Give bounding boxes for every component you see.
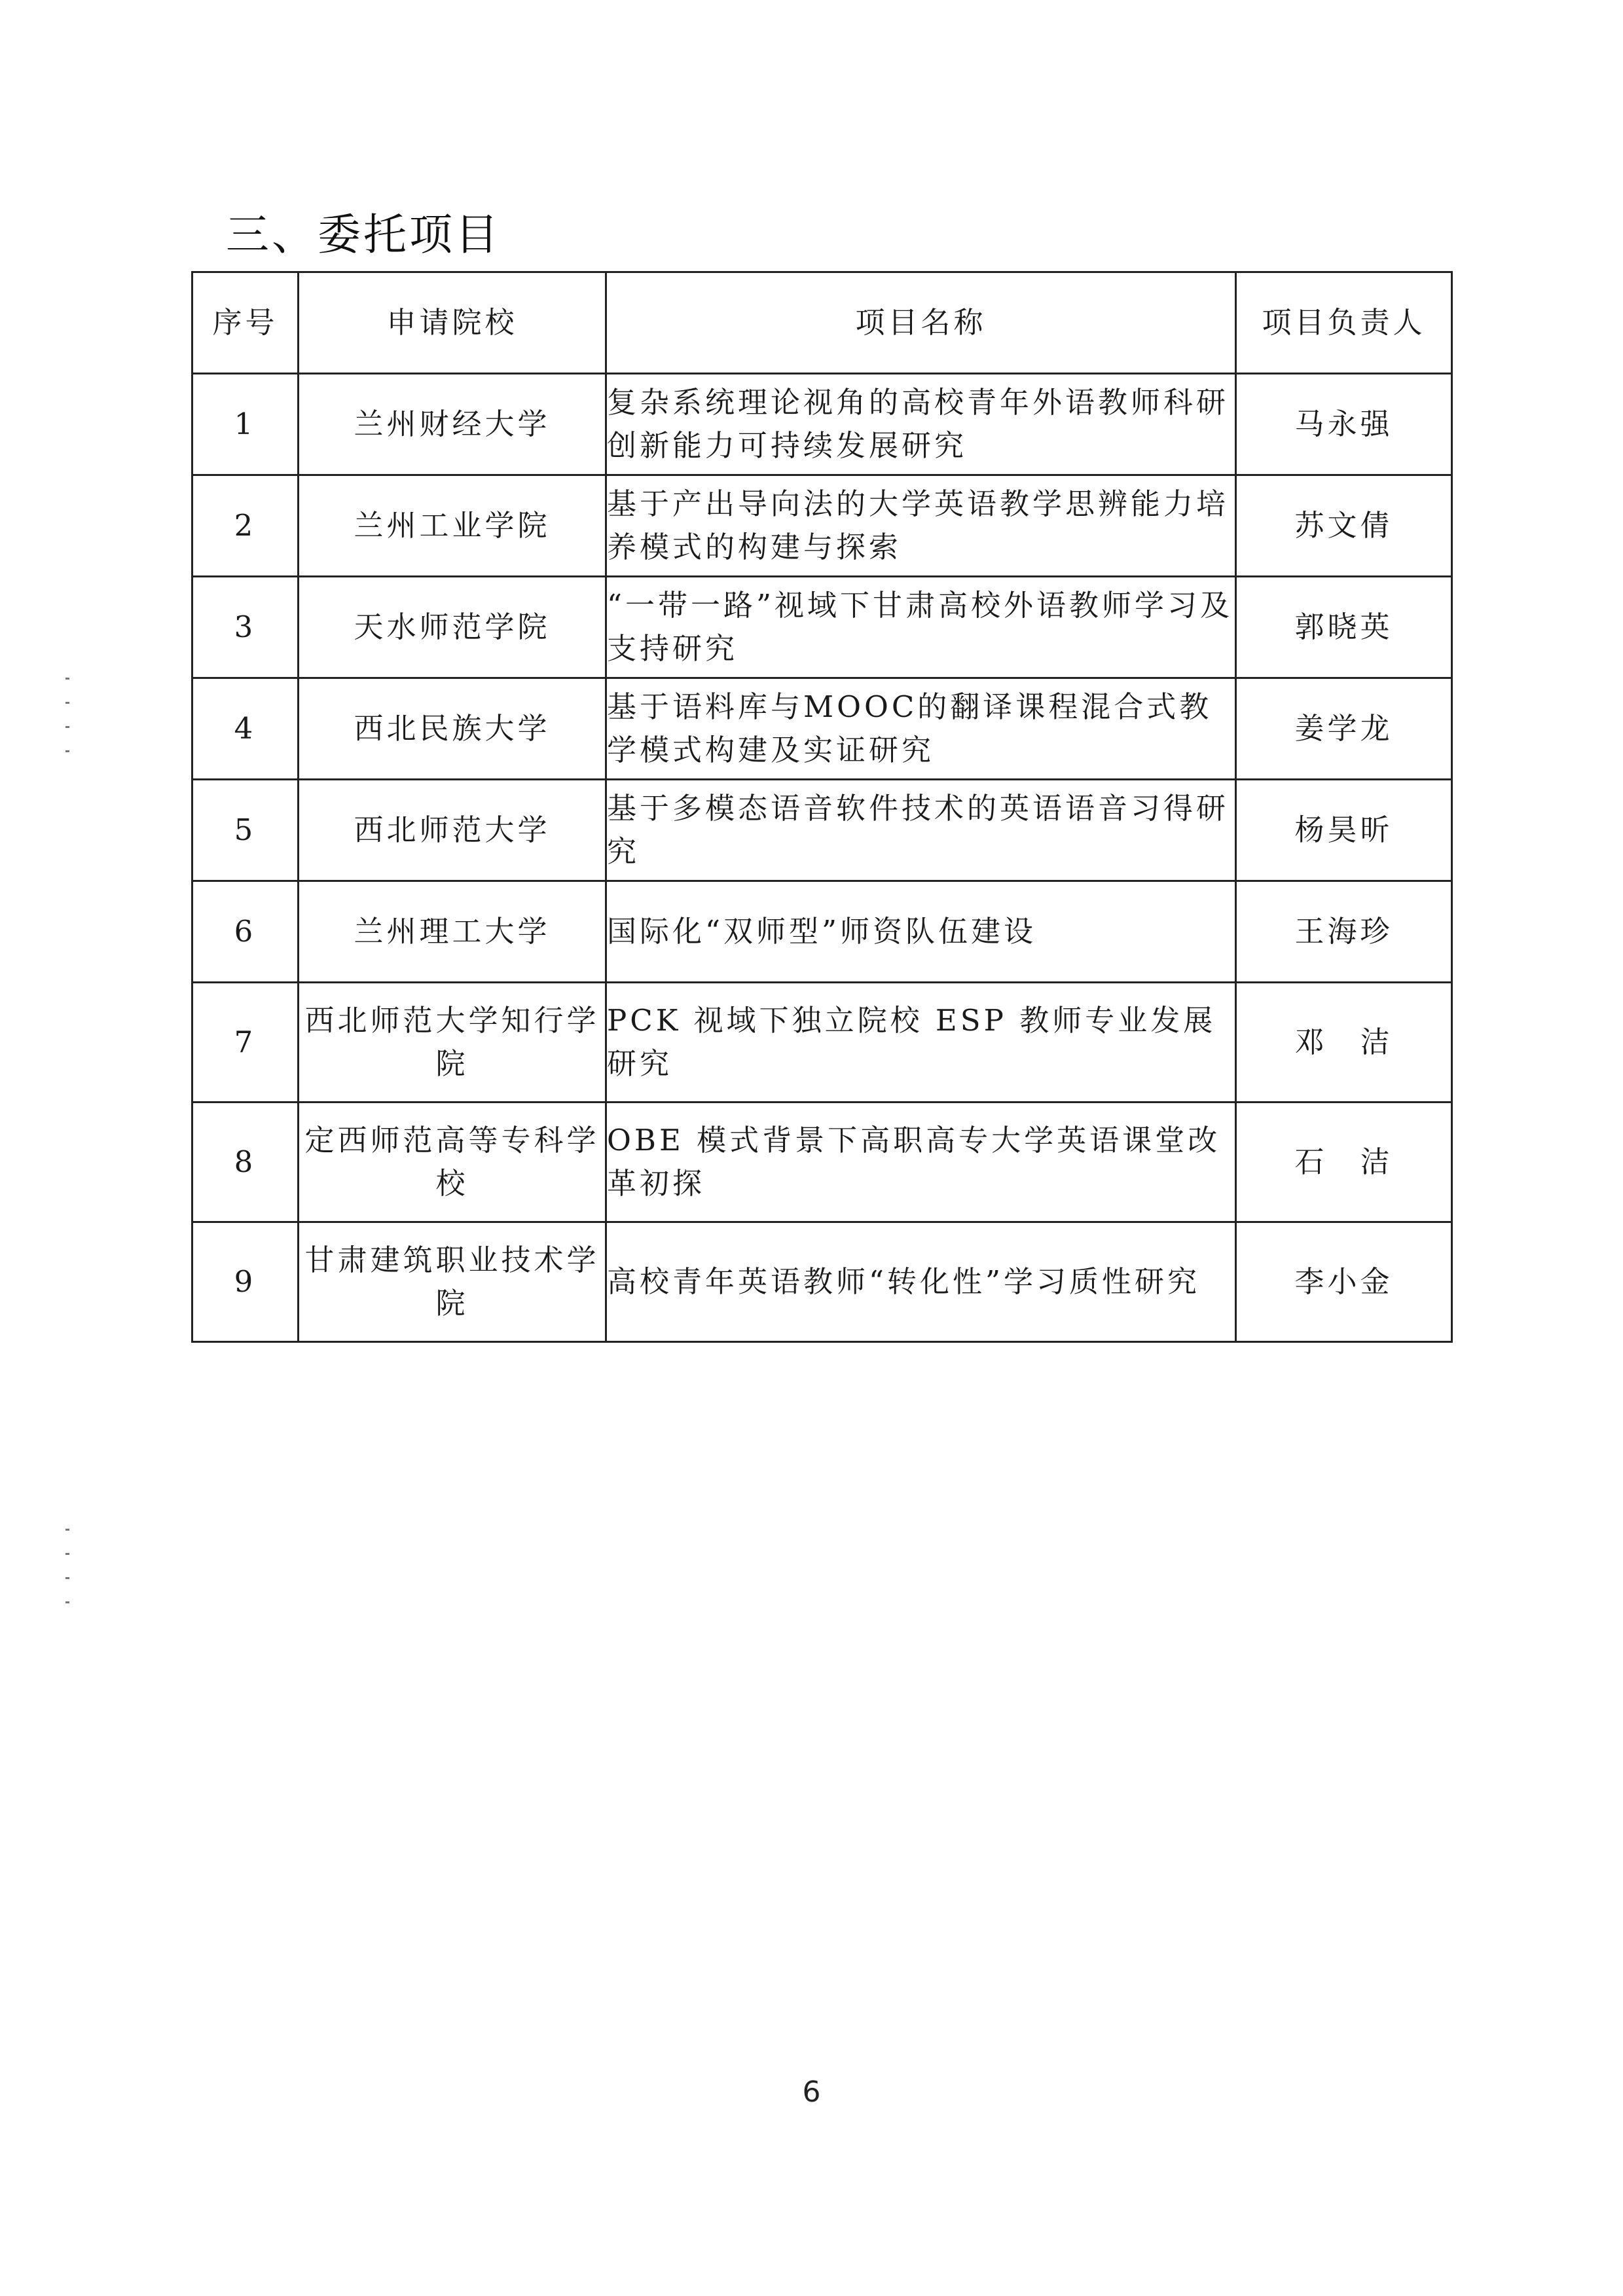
row-no: 1 (192, 374, 299, 475)
row-project-name: “一带一路”视域下甘肃高校外语教师学习及支持研究 (606, 577, 1236, 678)
row-no: 7 (192, 983, 299, 1102)
row-leader: 王海珍 (1236, 881, 1452, 983)
row-leader: 邓 洁 (1236, 983, 1452, 1102)
row-school: 甘肃建筑职业技术学院 (299, 1222, 606, 1342)
row-school: 西北民族大学 (299, 678, 606, 780)
row-school: 西北师范大学知行学院 (299, 983, 606, 1102)
section-title: 三、委托项目 (226, 210, 501, 260)
row-leader: 杨昊昕 (1236, 780, 1452, 881)
row-project-name: 基于产出导向法的大学英语教学思辨能力培养模式的构建与探索 (606, 475, 1236, 577)
binding-margin-marks (65, 678, 71, 774)
row-school: 兰州理工大学 (299, 881, 606, 983)
header-no: 序号 (192, 272, 299, 374)
row-school: 定西师范高等专科学校 (299, 1102, 606, 1222)
row-leader: 郭晓英 (1236, 577, 1452, 678)
row-project-name: 复杂系统理论视角的高校青年外语教师科研创新能力可持续发展研究 (606, 374, 1236, 475)
row-school: 兰州工业学院 (299, 475, 606, 577)
table-row (192, 577, 1452, 678)
row-project-name: OBE 模式背景下高职高专大学英语课堂改革初探 (606, 1102, 1236, 1222)
binding-margin-marks (65, 1529, 71, 1626)
header-leader: 项目负责人 (1236, 272, 1452, 374)
table-row (192, 881, 1452, 983)
table-row (192, 780, 1452, 881)
header-project-name: 项目名称 (606, 272, 1236, 374)
row-leader: 李小金 (1236, 1222, 1452, 1342)
row-no: 2 (192, 475, 299, 577)
row-leader: 马永强 (1236, 374, 1452, 475)
row-school: 西北师范大学 (299, 780, 606, 881)
header-school: 申请院校 (299, 272, 606, 374)
table-row (192, 1222, 1452, 1342)
row-project-name: 基于语料库与MOOC的翻译课程混合式教学模式构建及实证研究 (606, 678, 1236, 780)
table-header-row (192, 272, 1452, 374)
row-project-name: 国际化“双师型”师资队伍建设 (606, 881, 1236, 983)
row-no: 3 (192, 577, 299, 678)
row-no: 8 (192, 1102, 299, 1222)
row-leader: 姜学龙 (1236, 678, 1452, 780)
table-row (192, 983, 1452, 1102)
table-row (192, 678, 1452, 780)
row-no: 9 (192, 1222, 299, 1342)
row-project-name: 高校青年英语教师“转化性”学习质性研究 (606, 1222, 1236, 1342)
row-no: 6 (192, 881, 299, 983)
table-row (192, 1102, 1452, 1222)
row-project-name: PCK 视域下独立院校 ESP 教师专业发展研究 (606, 983, 1236, 1102)
row-no: 5 (192, 780, 299, 881)
row-school: 兰州财经大学 (299, 374, 606, 475)
table-row (192, 475, 1452, 577)
row-no: 4 (192, 678, 299, 780)
row-school: 天水师范学院 (299, 577, 606, 678)
row-leader: 石 洁 (1236, 1102, 1452, 1222)
row-leader: 苏文倩 (1236, 475, 1452, 577)
page-number: 6 (802, 2075, 821, 2109)
project-table (191, 271, 1453, 1343)
row-project-name: 基于多模态语音软件技术的英语语音习得研究 (606, 780, 1236, 881)
table-row (192, 374, 1452, 475)
